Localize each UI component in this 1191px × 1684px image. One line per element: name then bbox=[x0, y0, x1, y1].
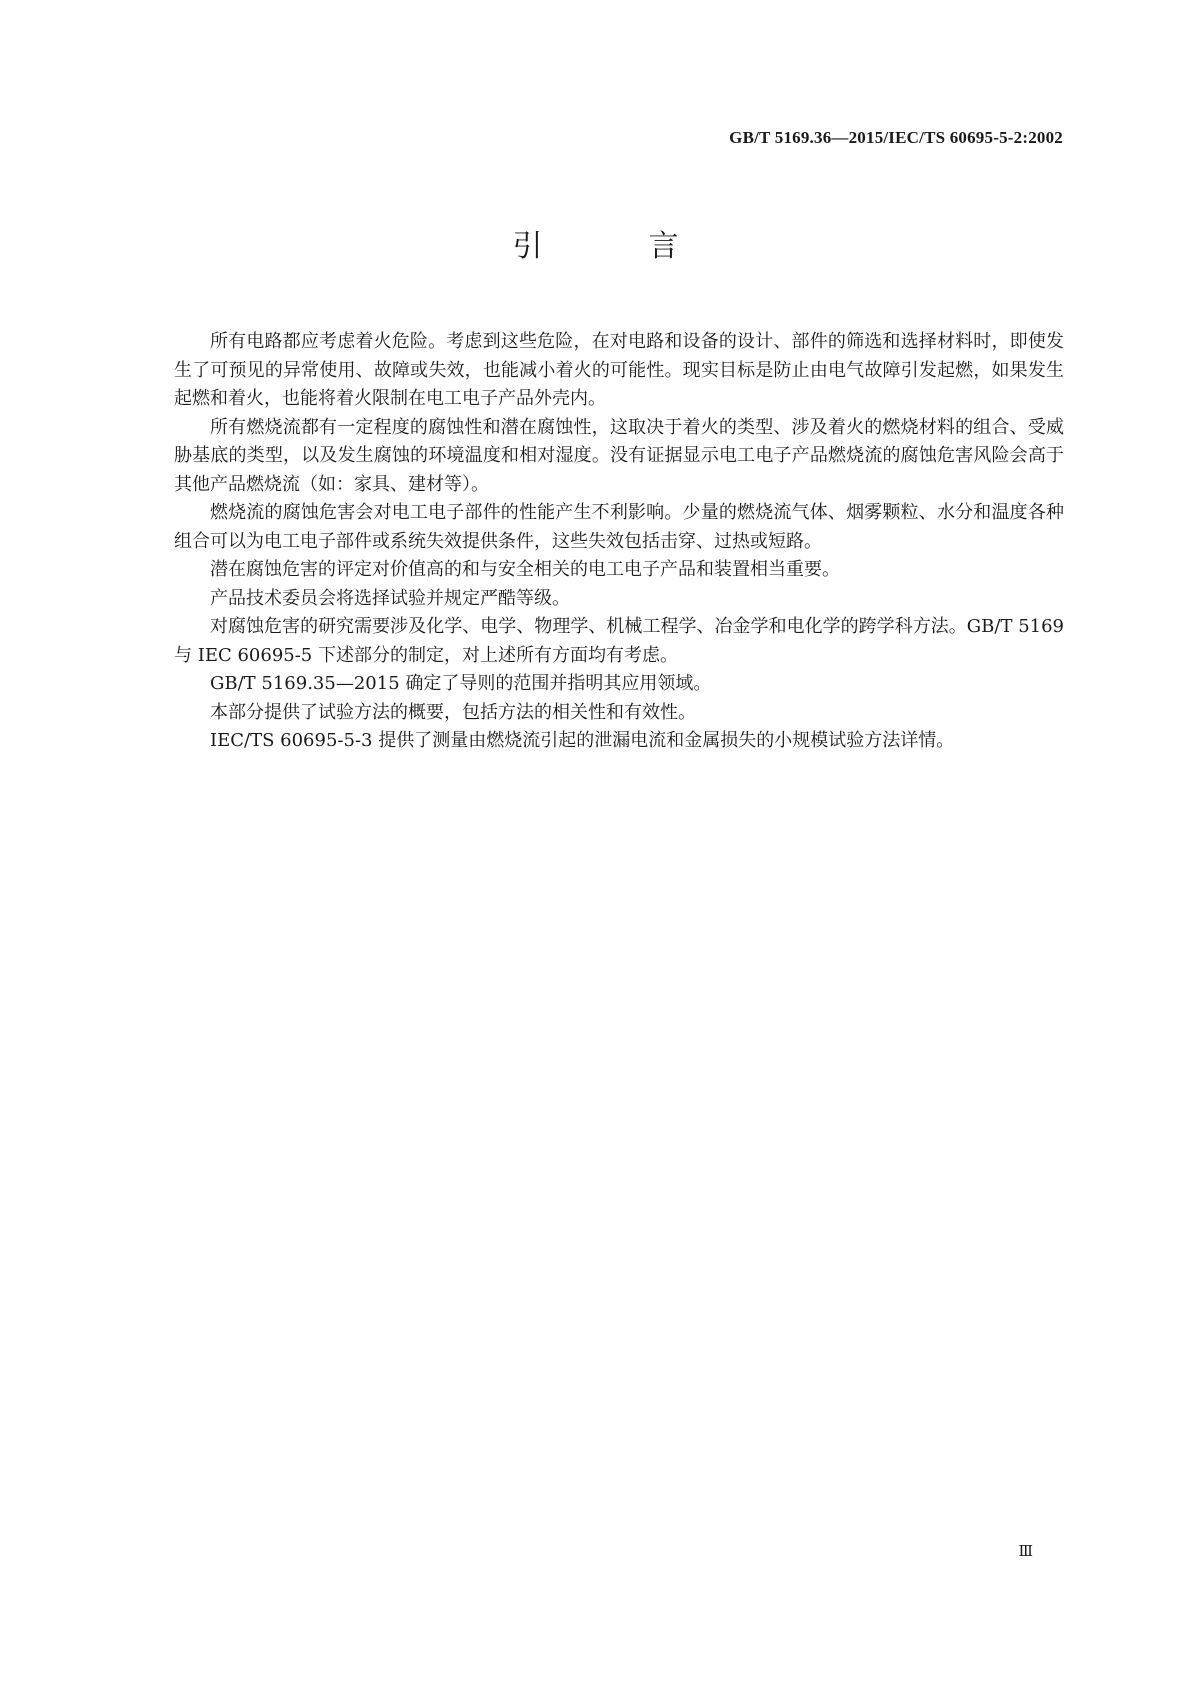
paragraph: IEC/TS 60695-5-3 提供了测量由燃烧流引起的泄漏电流和金属损失的小规模试验方法详情。 bbox=[210, 730, 955, 751]
page-title: 引 言 bbox=[512, 229, 717, 264]
paragraph: 燃烧流的腐蚀危害会对电工电子部件的性能产生不利影响。少量的燃烧流气体、烟雾颗粒、水分和温度各种组合可以为电工电子部件或系统失效提供条件，这些失效包括击穿、过热或短路。 bbox=[174, 502, 1064, 552]
paragraph: 本部分提供了试验方法的概要，包括方法的相关性和有效性。 bbox=[210, 701, 696, 723]
standard-code: GB/T 5169.36—2015/IEC/TS 60695-5-2:2002 bbox=[729, 128, 1063, 147]
paragraph: 产品技术委员会将选择试验并规定严酷等级。 bbox=[210, 587, 570, 609]
paragraph: 所有燃烧流都有一定程度的腐蚀性和潜在腐蚀性，这取决于着火的类型、涉及着火的燃烧材料的组合、受威胁基底的类型，以及发生腐蚀的环境温度和相对湿度。没有证据显示电工电子产品燃烧流的腐蚀危害风险会高于其他产品燃烧流（如：家具、建材等）。 bbox=[174, 416, 1064, 495]
paragraph: 所有电路都应考虑着火危险。考虑到这些危险，在对电路和设备的设计、部件的筛选和选择材料时，即使发生了可预见的异常使用、故障或失效，也能减小着火的可能性。现实目标是防止由电气故障引发起燃，如果发生起燃和着火，也能将着火限制在电工电子产品外壳内。 bbox=[174, 331, 1064, 409]
document-body bbox=[174, 328, 1064, 756]
page-number: Ⅲ bbox=[1018, 1542, 1033, 1560]
paragraph: 潜在腐蚀危害的评定对价值高的和与安全相关的电工电子产品和装置相当重要。 bbox=[210, 559, 840, 580]
paragraph: GB/T 5169.35—2015 确定了导则的范围并指明其应用领域。 bbox=[210, 673, 712, 694]
paragraph: 对腐蚀危害的研究需要涉及化学、电学、物理学、机械工程学、冶金学和电化学的跨学科方法。GB/T 5169与 IEC 60695-5 下述部分的制定，对上述所有方面均有考虑。 bbox=[174, 616, 1064, 666]
